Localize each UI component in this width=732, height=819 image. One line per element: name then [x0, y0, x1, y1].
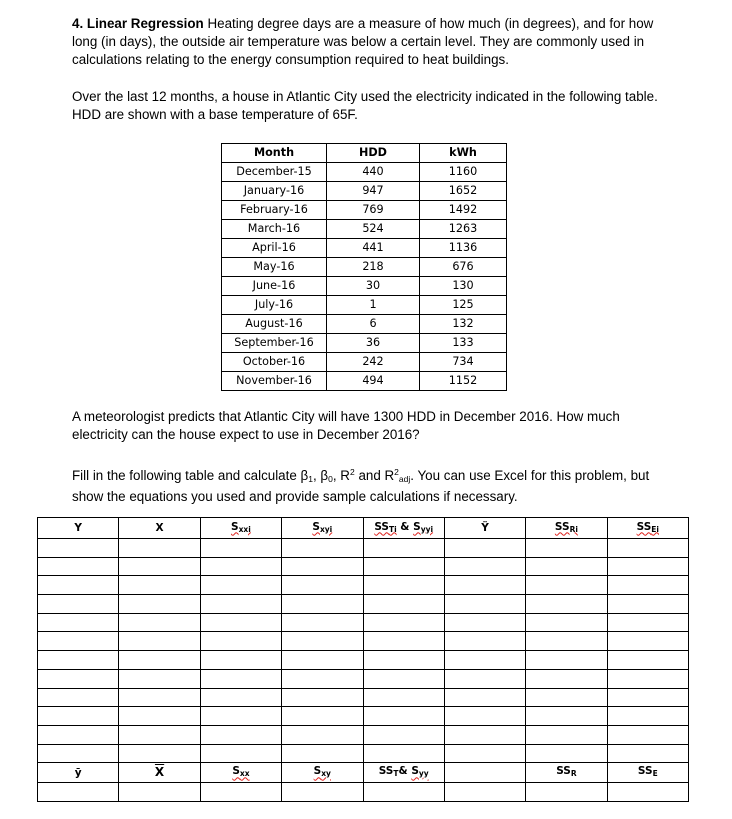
ssti-syyi-cell[interactable] [363, 669, 444, 688]
hdd-cell: 440 [327, 163, 420, 182]
sxyi-cell[interactable] [282, 669, 363, 688]
sxyi-cell[interactable] [282, 595, 363, 614]
subscript: E [652, 769, 658, 779]
x-cell[interactable] [119, 669, 200, 688]
ssri-cell[interactable] [526, 576, 607, 595]
instruction-text: . You can use Excel for this problem, but show the equations you used and provide sample calculations if necessary. [72, 468, 650, 504]
subscript: yy [418, 769, 429, 779]
hdd-cell: 242 [327, 353, 420, 372]
ampersand: & [398, 765, 412, 778]
yhat-cell[interactable] [444, 539, 525, 558]
calc-summary-header-row [38, 763, 689, 783]
header-ssei [607, 518, 688, 539]
ybar-label: ȳ [74, 766, 82, 779]
subscript: xyi [319, 524, 333, 534]
sxxi-cell[interactable] [200, 595, 281, 614]
ssti-syyi-cell[interactable] [363, 707, 444, 726]
ssri-cell[interactable] [526, 669, 607, 688]
y-cell[interactable] [38, 688, 119, 707]
ss-symbol: SS [374, 520, 389, 533]
hdd-cell: 30 [327, 277, 420, 296]
kwh-cell: 1136 [420, 239, 507, 258]
table-row [222, 201, 507, 220]
month-cell: March-16 [222, 220, 327, 239]
kwh-cell: 125 [420, 296, 507, 315]
sxyi-cell[interactable] [282, 613, 363, 632]
ssei-cell[interactable] [607, 539, 688, 558]
table-row [222, 239, 507, 258]
subscript: xy [321, 769, 331, 779]
sxyi-cell[interactable] [282, 539, 363, 558]
month-cell: April-16 [222, 239, 327, 258]
instruction-text: , β [312, 468, 329, 483]
subscript: yyi [420, 524, 434, 534]
ssri-cell[interactable] [526, 539, 607, 558]
kwh-cell: 1492 [420, 201, 507, 220]
ssti-syyi-cell[interactable] [363, 632, 444, 651]
header-month: Month [222, 144, 327, 163]
header-ssti-syyi [363, 518, 444, 539]
yhat-cell[interactable] [444, 632, 525, 651]
ssri-cell[interactable] [526, 744, 607, 763]
sxxi-cell[interactable] [200, 557, 281, 576]
header-sxxi [200, 518, 281, 539]
syy-label [411, 765, 428, 777]
x-cell[interactable] [119, 632, 200, 651]
subscript: Ti [388, 524, 397, 534]
calc-table-row [38, 707, 689, 726]
header-ssri [526, 518, 607, 539]
sxxi-cell[interactable] [200, 725, 281, 744]
syyi-label [413, 521, 433, 533]
intro-text: Heating degree days are a measure of how much (in degrees), and for how long (in days), the outside air temperature was below a certain level. They are commonly used in calculations relating to the energy consumption required to heat buildings. [72, 16, 654, 67]
hdd-cell: 218 [327, 258, 420, 277]
sxx-label [232, 765, 249, 777]
blank-cell [444, 783, 525, 802]
adj-subscript: adj [398, 474, 411, 484]
month-cell: December-15 [222, 163, 327, 182]
ssr-input-cell[interactable] [526, 783, 607, 802]
ssei-cell[interactable] [607, 595, 688, 614]
hdd-cell: 1 [327, 296, 420, 315]
header-kwh: kWh [420, 144, 507, 163]
sxxi-label [231, 521, 251, 533]
calc-summary-input-row [38, 783, 689, 802]
x-cell[interactable] [119, 651, 200, 670]
ss-symbol: SS [556, 765, 571, 778]
sxyi-label [312, 521, 332, 533]
subscript: xx [239, 769, 250, 779]
calc-header-row [38, 518, 689, 539]
ssti-syyi-cell[interactable] [363, 688, 444, 707]
header-y [38, 518, 119, 539]
hdd-cell: 769 [327, 201, 420, 220]
ssti-label [374, 521, 396, 533]
x-cell[interactable] [119, 613, 200, 632]
header-sse [607, 763, 688, 783]
ssti-syyi-cell[interactable] [363, 613, 444, 632]
xbar-label: $\overline{X}$ [154, 765, 165, 780]
sst-syy-input-cell[interactable] [363, 783, 444, 802]
s-symbol: S [411, 765, 419, 778]
table-row [222, 163, 507, 182]
y-cell[interactable] [38, 632, 119, 651]
y-cell[interactable] [38, 707, 119, 726]
kwh-cell: 1160 [420, 163, 507, 182]
yhat-label: Ÿ [481, 522, 489, 534]
r2-superscript: 2 [349, 467, 355, 477]
ssri-cell[interactable] [526, 595, 607, 614]
calc-table-row [38, 688, 689, 707]
ybar-input-cell[interactable] [38, 783, 119, 802]
r2adj-superscript: 2 [394, 467, 399, 477]
y-cell[interactable] [38, 744, 119, 763]
subscript: Ri [569, 524, 578, 534]
instruction-text: , R [332, 468, 350, 483]
subscript: T [393, 769, 399, 779]
ssei-cell[interactable] [607, 651, 688, 670]
calc-table-row [38, 613, 689, 632]
sxxi-cell[interactable] [200, 632, 281, 651]
ssei-cell[interactable] [607, 576, 688, 595]
month-cell: May-16 [222, 258, 327, 277]
header-yhat [444, 518, 525, 539]
ssei-cell[interactable] [607, 744, 688, 763]
sxyi-cell[interactable] [282, 557, 363, 576]
table-row [222, 258, 507, 277]
sxyi-cell[interactable] [282, 632, 363, 651]
yhat-cell[interactable] [444, 595, 525, 614]
month-cell: January-16 [222, 182, 327, 201]
ssei-cell[interactable] [607, 688, 688, 707]
sxxi-cell[interactable] [200, 707, 281, 726]
table-row [222, 182, 507, 201]
y-cell[interactable] [38, 576, 119, 595]
calc-table-row [38, 669, 689, 688]
calc-table-row [38, 725, 689, 744]
x-cell[interactable] [119, 688, 200, 707]
table-row [222, 315, 507, 334]
subscript: xxi [238, 524, 251, 534]
s-symbol: S [313, 765, 322, 778]
y-cell[interactable] [38, 725, 119, 744]
ssei-cell[interactable] [607, 669, 688, 688]
table-row [222, 220, 507, 239]
ssri-cell[interactable] [526, 725, 607, 744]
problem-context: Over the last 12 months, a house in Atlantic City used the electricity indicated in the following table. HDD are shown with a base temperature of 65F. [72, 89, 658, 122]
x-cell[interactable] [119, 576, 200, 595]
subscript: R [570, 769, 577, 779]
ssti-syyi-cell[interactable] [363, 744, 444, 763]
y-cell[interactable] [38, 669, 119, 688]
instruction-text: Fill in the following table and calculate β [72, 468, 309, 483]
table-row [222, 353, 507, 372]
beta1-subscript: 1 [308, 474, 313, 484]
month-cell: November-16 [222, 372, 327, 391]
x-cell[interactable] [119, 539, 200, 558]
xbar-input-cell[interactable] [119, 783, 200, 802]
header-y-label: Y [74, 522, 82, 534]
problem-instruction [72, 463, 662, 506]
month-cell: July-16 [222, 296, 327, 315]
beta0-subscript: 0 [328, 474, 333, 484]
yhat-cell[interactable] [444, 744, 525, 763]
ss-symbol: SS [637, 765, 653, 778]
table-row [222, 296, 507, 315]
header-xbar [119, 763, 200, 783]
s-symbol: S [231, 520, 239, 533]
header-ybar [38, 763, 119, 783]
s-symbol: S [232, 765, 240, 778]
ssei-cell[interactable] [607, 613, 688, 632]
sxyi-cell[interactable] [282, 651, 363, 670]
table-row [222, 372, 507, 391]
x-cell[interactable] [119, 595, 200, 614]
ssti-syyi-cell[interactable] [363, 595, 444, 614]
sxxi-cell[interactable] [200, 744, 281, 763]
instruction-text: and R [354, 468, 395, 483]
kwh-cell: 133 [420, 334, 507, 353]
yhat-cell[interactable] [444, 725, 525, 744]
ss-symbol: SS [636, 520, 652, 533]
table-row [222, 334, 507, 353]
ssei-cell[interactable] [607, 707, 688, 726]
yhat-cell[interactable] [444, 613, 525, 632]
hdd-kwh-table [221, 143, 507, 391]
y-cell[interactable] [38, 651, 119, 670]
ssti-syyi-cell[interactable] [363, 725, 444, 744]
yhat-cell[interactable] [444, 688, 525, 707]
calc-table-row [38, 557, 689, 576]
ssri-label [555, 521, 578, 533]
problem-title: 4. Linear Regression [72, 16, 204, 31]
x-cell[interactable] [119, 725, 200, 744]
hdd-cell: 494 [327, 372, 420, 391]
y-cell[interactable] [38, 557, 119, 576]
header-ssr [526, 763, 607, 783]
ssei-cell[interactable] [607, 557, 688, 576]
month-cell: September-16 [222, 334, 327, 353]
kwh-cell: 130 [420, 277, 507, 296]
problem-question: A meteorologist predicts that Atlantic City will have 1300 HDD in December 2016. How much electricity can the house expect to use in December 2016? [72, 409, 620, 442]
sxxi-cell[interactable] [200, 669, 281, 688]
ssri-cell[interactable] [526, 651, 607, 670]
s-symbol: S [413, 520, 421, 533]
ssti-syyi-cell[interactable] [363, 539, 444, 558]
table-row [222, 277, 507, 296]
sxy-label [314, 765, 331, 777]
sxxi-cell[interactable] [200, 576, 281, 595]
yhat-cell[interactable] [444, 707, 525, 726]
kwh-cell: 734 [420, 353, 507, 372]
calc-table-row [38, 539, 689, 558]
calc-table-row [38, 632, 689, 651]
yhat-cell[interactable] [444, 576, 525, 595]
sxyi-cell[interactable] [282, 744, 363, 763]
yhat-cell[interactable] [444, 651, 525, 670]
ssri-cell[interactable] [526, 613, 607, 632]
sxy-input-cell[interactable] [282, 783, 363, 802]
hdd-cell: 441 [327, 239, 420, 258]
sxxi-cell[interactable] [200, 688, 281, 707]
kwh-cell: 1152 [420, 372, 507, 391]
subscript: Ei [651, 524, 659, 534]
sxyi-cell[interactable] [282, 707, 363, 726]
ssti-syyi-cell[interactable] [363, 576, 444, 595]
header-blank [444, 763, 525, 783]
month-cell: February-16 [222, 201, 327, 220]
ampersand: & [396, 520, 414, 533]
regression-calc-table [37, 517, 689, 802]
x-cell[interactable] [119, 707, 200, 726]
ssri-cell[interactable] [526, 632, 607, 651]
ssei-label [637, 521, 659, 533]
header-sxx [200, 763, 281, 783]
header-sst-syy [363, 763, 444, 783]
y-cell[interactable] [38, 595, 119, 614]
yhat-cell[interactable] [444, 669, 525, 688]
ssri-cell[interactable] [526, 557, 607, 576]
problem-intro [72, 15, 662, 69]
hdd-cell: 947 [327, 182, 420, 201]
sse-input-cell[interactable] [607, 783, 688, 802]
sxyi-cell[interactable] [282, 688, 363, 707]
header-sxyi [282, 518, 363, 539]
ss-symbol: SS [378, 765, 394, 778]
table-header-row [222, 144, 507, 163]
hdd-cell: 6 [327, 315, 420, 334]
calc-table-row [38, 744, 689, 763]
sxyi-cell[interactable] [282, 576, 363, 595]
sxxi-cell[interactable] [200, 539, 281, 558]
kwh-cell: 132 [420, 315, 507, 334]
header-x-label: X [155, 522, 164, 534]
calc-table-row [38, 595, 689, 614]
ssri-cell[interactable] [526, 707, 607, 726]
calc-table-row [38, 651, 689, 670]
ssei-cell[interactable] [607, 632, 688, 651]
x-cell[interactable] [119, 557, 200, 576]
month-cell: August-16 [222, 315, 327, 334]
ss-symbol: SS [554, 520, 570, 533]
x-cell[interactable] [119, 744, 200, 763]
month-cell: June-16 [222, 277, 327, 296]
s-symbol: S [312, 520, 320, 533]
sxxi-cell[interactable] [200, 651, 281, 670]
calc-table-row [38, 576, 689, 595]
kwh-cell: 1652 [420, 182, 507, 201]
kwh-cell: 676 [420, 258, 507, 277]
ssti-syyi-cell[interactable] [363, 557, 444, 576]
sxyi-cell[interactable] [282, 725, 363, 744]
hdd-cell: 36 [327, 334, 420, 353]
sxx-input-cell[interactable] [200, 783, 281, 802]
header-sxy [282, 763, 363, 783]
ssti-syyi-cell[interactable] [363, 651, 444, 670]
hdd-cell: 524 [327, 220, 420, 239]
month-cell: October-16 [222, 353, 327, 372]
header-hdd: HDD [327, 144, 420, 163]
ssei-cell[interactable] [607, 725, 688, 744]
y-cell[interactable] [38, 613, 119, 632]
sxxi-cell[interactable] [200, 613, 281, 632]
header-x [119, 518, 200, 539]
y-cell[interactable] [38, 539, 119, 558]
ssri-cell[interactable] [526, 688, 607, 707]
kwh-cell: 1263 [420, 220, 507, 239]
yhat-cell[interactable] [444, 557, 525, 576]
